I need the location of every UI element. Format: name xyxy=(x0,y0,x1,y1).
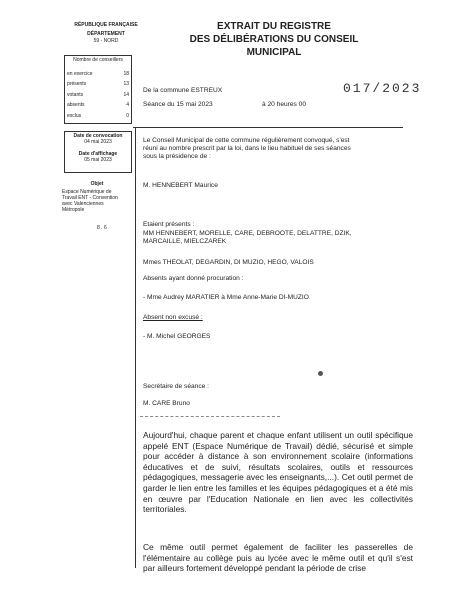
absent-unexcused: - M. Michel GEORGES xyxy=(143,333,211,340)
intro-line: Le Conseil Municipal de cette commune régulièrement convoqué, s'est xyxy=(143,137,350,144)
objet-line: avec Valenciennes xyxy=(62,201,104,207)
absent-unexcused-label: Absent non excusé : xyxy=(143,314,203,321)
affichage-label: Date d'affichage xyxy=(78,151,118,157)
presents-women: Mmes THEOLAT, DEGARDIN, DI MUZIO, HEGO, VALOIS xyxy=(143,259,314,266)
intro-line: sous la présidence de : xyxy=(143,153,211,160)
count-label: en exercice xyxy=(67,71,93,77)
objet-text xyxy=(62,189,132,213)
republic-label: RÉPUBLIQUE FRANÇAISE xyxy=(74,22,138,28)
count-label: votants xyxy=(67,92,84,98)
deliberation-number: 017/2023 xyxy=(343,81,422,96)
intro-text xyxy=(143,137,351,161)
separator xyxy=(140,416,280,417)
presents-men xyxy=(143,230,352,246)
objet-line: Espace Numérique de xyxy=(62,189,112,195)
count-label: exclus xyxy=(67,113,82,119)
convocation-label: Date de convocation xyxy=(73,133,123,139)
seance-date: Séance du 15 mai 2023 xyxy=(143,101,213,108)
document-title xyxy=(168,20,380,59)
department-label: DÉPARTEMENT xyxy=(87,31,125,37)
divider xyxy=(133,127,403,128)
count-value: 14 xyxy=(123,92,129,98)
presents-line: MARCAILLE, MIELCZAREK xyxy=(143,238,227,245)
secretary-label: Secrétaire de séance : xyxy=(143,383,209,390)
objet-line: Travail ENT - Convention xyxy=(62,195,118,201)
objet-label: Objet xyxy=(90,181,104,187)
absents-proxy-label: Absents ayant donné procuration : xyxy=(143,275,244,282)
affichage-date: 05 mai 2023 xyxy=(84,157,112,163)
commune-line: De la commune ESTREUX xyxy=(143,87,223,94)
count-label: présents xyxy=(67,81,87,87)
title-line: MUNICIPAL xyxy=(246,47,302,58)
department-value: 59 - NORD xyxy=(93,38,119,44)
seance-time: à 20 heures 00 xyxy=(262,101,306,108)
paragraph-2: Ce même outil permet également de faciliter les passerelles de l'élémentaire au collège puis au lycée avec le même outil et qu'il s'est par ailleurs fortement développé pendant la période de crise xyxy=(143,542,413,574)
objet-ref: 8 . 6 xyxy=(97,225,107,231)
title-line: DES DÉLIBÉRATIONS DU CONSEIL xyxy=(189,34,359,45)
count-value: 13 xyxy=(123,81,129,87)
count-value: 0 xyxy=(126,113,129,119)
title-line: EXTRAIT DU REGISTRE xyxy=(217,21,331,32)
dates-box xyxy=(64,131,132,173)
counts-header: Nombre de conseillers xyxy=(73,57,123,63)
secretary-name: M. CARE Bruno xyxy=(143,400,190,407)
count-value: 4 xyxy=(126,102,129,108)
count-label: absents xyxy=(67,102,85,108)
count-value: 18 xyxy=(123,71,129,77)
absents-proxy: - Mme Audrey MARATIER à Mme Anne-Marie DI-MUZIO xyxy=(143,294,309,301)
presents-label: Etaient présents : xyxy=(143,221,195,228)
objet-line: Métropole xyxy=(62,207,85,213)
president-name: M. HENNEBERT Maurice xyxy=(143,182,218,189)
presents-line: MM HENNEBERT, MORELLE, CARE, DEBROOTE, DELATTRE, DZIK, xyxy=(143,230,352,237)
vertical-rule xyxy=(135,128,136,568)
paragraph-1: Aujourd'hui, chaque parent et chaque enfant utilisent un outil spécifique appelé ENT (Espace Numérique de Travail) dédié, sécurisé et simple pour accéder à distance à son environnement scolaire (informations éducatives et de suivi, résultats scolaires, outils et ressources pédagogiques, messagerie avec les enseignants,...). Cet outil permet de garder le lien entre les familles et les équipes pédagogiques et a été mis en œuvre par l'Education Nationale en lien avec les collectivités territoriales. xyxy=(143,430,413,515)
convocation-date: 04 mai 2023 xyxy=(84,139,112,145)
counts-box xyxy=(64,55,132,124)
intro-line: réuni au nombre prescrit par la loi, dans le lieu habituel de ses séances xyxy=(143,145,351,152)
ink-dot xyxy=(318,371,323,376)
